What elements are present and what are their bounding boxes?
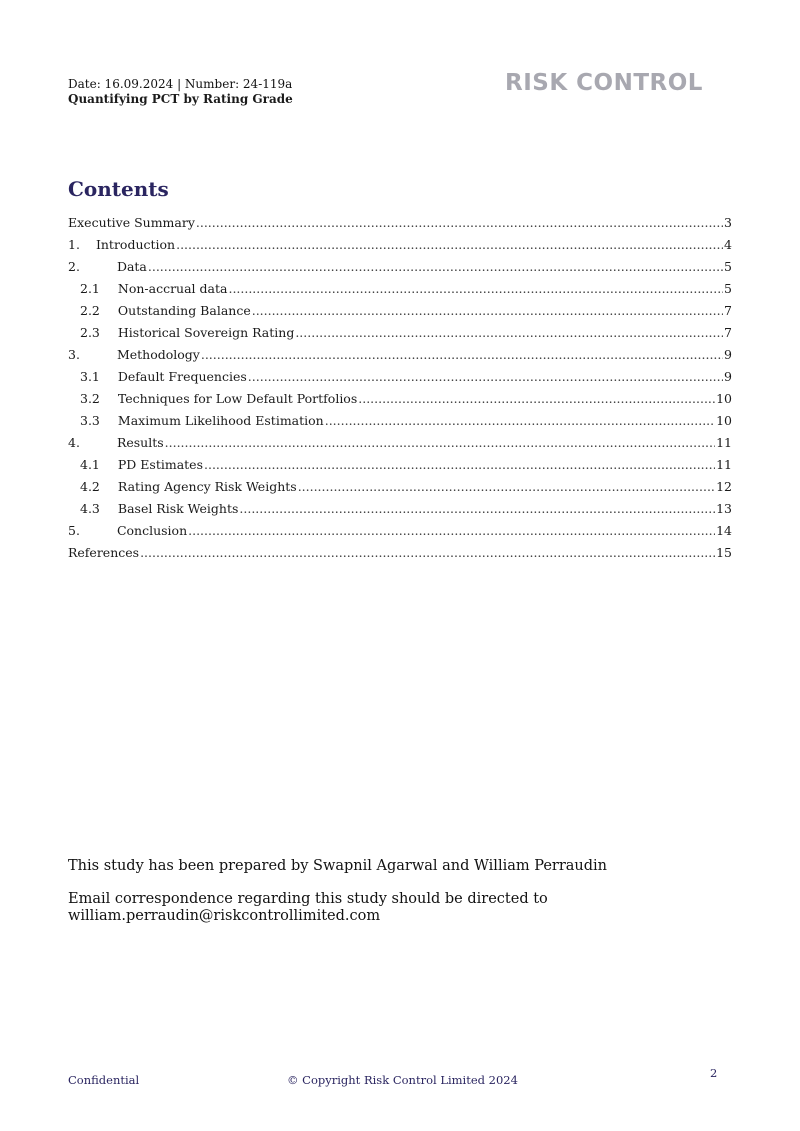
toc-entry[interactable] [68,523,732,545]
toc-entry[interactable] [68,545,732,567]
toc-entry-title: Rating Agency Risk Weights [117,479,297,494]
toc-entry-page: 13 [716,501,732,516]
toc-entry[interactable] [68,215,732,237]
toc-entry-number: 3. [68,347,80,362]
toc-entry-number: 1. [68,237,80,252]
email-correspondence-text [68,891,607,925]
document-date-number: Date: 16.09.2024 | Number: 24-119a [68,77,293,91]
toc-entry-title: Results [116,435,164,450]
footer-confidential: Confidential [68,1073,140,1087]
toc-entry[interactable] [68,479,732,501]
toc-entry-page: 3 [724,215,732,230]
toc-entry-title: Outstanding Balance [117,303,251,318]
toc-entry[interactable] [68,457,732,479]
toc-dot-leader [248,369,723,384]
toc-entry[interactable] [68,237,732,259]
toc-entry-title: Default Frequencies [117,369,247,384]
toc-dot-leader [358,391,715,406]
toc-entry-number: 2.1 [80,281,100,296]
toc-dot-leader [295,325,723,340]
toc-entry-page: 10 [716,413,732,428]
footer-copyright: © Copyright Risk Control Limited 2024 [287,1073,518,1087]
toc-entry-page: 7 [724,325,732,340]
toc-entry-title: Conclusion [116,523,188,538]
toc-entry-page: 7 [724,303,732,318]
toc-dot-leader [196,215,723,230]
toc-dot-leader [201,347,723,362]
toc-entry-page: 4 [724,237,732,252]
toc-entry-page: 11 [716,457,732,472]
toc-entry-number: 2.2 [80,303,100,318]
toc-entry[interactable] [68,281,732,303]
toc-entry-page: 10 [716,391,732,406]
toc-dot-leader [176,237,723,252]
toc-entry-number: 3.2 [80,391,100,406]
toc-dot-leader [165,435,715,450]
toc-entry-number: 4.3 [80,501,100,516]
document-subtitle: Quantifying PCT by Rating Grade [68,92,293,106]
toc-entry[interactable] [68,369,732,391]
page-number: 2 [710,1066,718,1080]
toc-entry-page: 14 [716,523,732,538]
toc-entry-title: Maximum Likelihood Estimation [117,413,324,428]
toc-entry-page: 12 [716,479,732,494]
toc-entry[interactable] [68,259,732,281]
toc-entry-number: 4. [68,435,80,450]
toc-entry-title: Non-accrual data [117,281,228,296]
toc-entry-page: 15 [716,545,732,560]
toc-entry-page: 11 [716,435,732,450]
contents-heading: Contents [68,177,169,201]
toc-dot-leader [228,281,723,296]
toc-entry-page: 9 [724,347,732,362]
toc-entry[interactable] [68,325,732,347]
brand-logo: RISK CONTROL [505,70,703,96]
toc-entry[interactable] [68,303,732,325]
toc-dot-leader [188,523,715,538]
toc-dot-leader [204,457,715,472]
toc-entry[interactable] [68,413,732,435]
toc-dot-leader [239,501,715,516]
toc-entry[interactable] [68,501,732,523]
toc-entry-number: 3.1 [80,369,100,384]
toc-dot-leader [148,259,723,274]
toc-entry-title: Executive Summary [68,215,195,230]
toc-entry-title: Data [116,259,147,274]
prepared-by-text: This study has been prepared by Swapnil Agarwal and William Perraudin [68,858,608,874]
toc-entry-title: Historical Sovereign Rating [117,325,295,340]
toc-dot-leader [140,545,715,560]
toc-entry-number: 5. [68,523,80,538]
toc-entry-title: References [68,545,140,560]
toc-entry[interactable] [68,435,732,457]
toc-entry-title: Techniques for Low Default Portfolios [117,391,358,406]
toc-entry-number: 3.3 [80,413,100,428]
toc-entry-title: Methodology [116,347,200,362]
email-intro: Email correspondence regarding this study should be directed to [68,891,548,907]
toc-entry-title: PD Estimates [117,457,203,472]
toc-entry-title: Introduction [95,237,176,252]
email-address-link[interactable]: william.perraudin@riskcontrollimited.com [68,908,381,924]
toc-dot-leader [325,413,715,428]
toc-dot-leader [298,479,715,494]
toc-entry-page: 9 [724,369,732,384]
toc-entry[interactable] [68,391,732,413]
toc-dot-leader [252,303,723,318]
toc-entry-number: 4.1 [80,457,100,472]
toc-entry-number: 2. [68,259,80,274]
table-of-contents [68,215,732,567]
toc-entry-number: 2.3 [80,325,100,340]
toc-entry-title: Basel Risk Weights [117,501,239,516]
toc-entry[interactable] [68,347,732,369]
toc-entry-page: 5 [724,259,732,274]
toc-entry-number: 4.2 [80,479,100,494]
credits [68,858,607,941]
header-meta [68,77,293,107]
toc-entry-page: 5 [724,281,732,296]
